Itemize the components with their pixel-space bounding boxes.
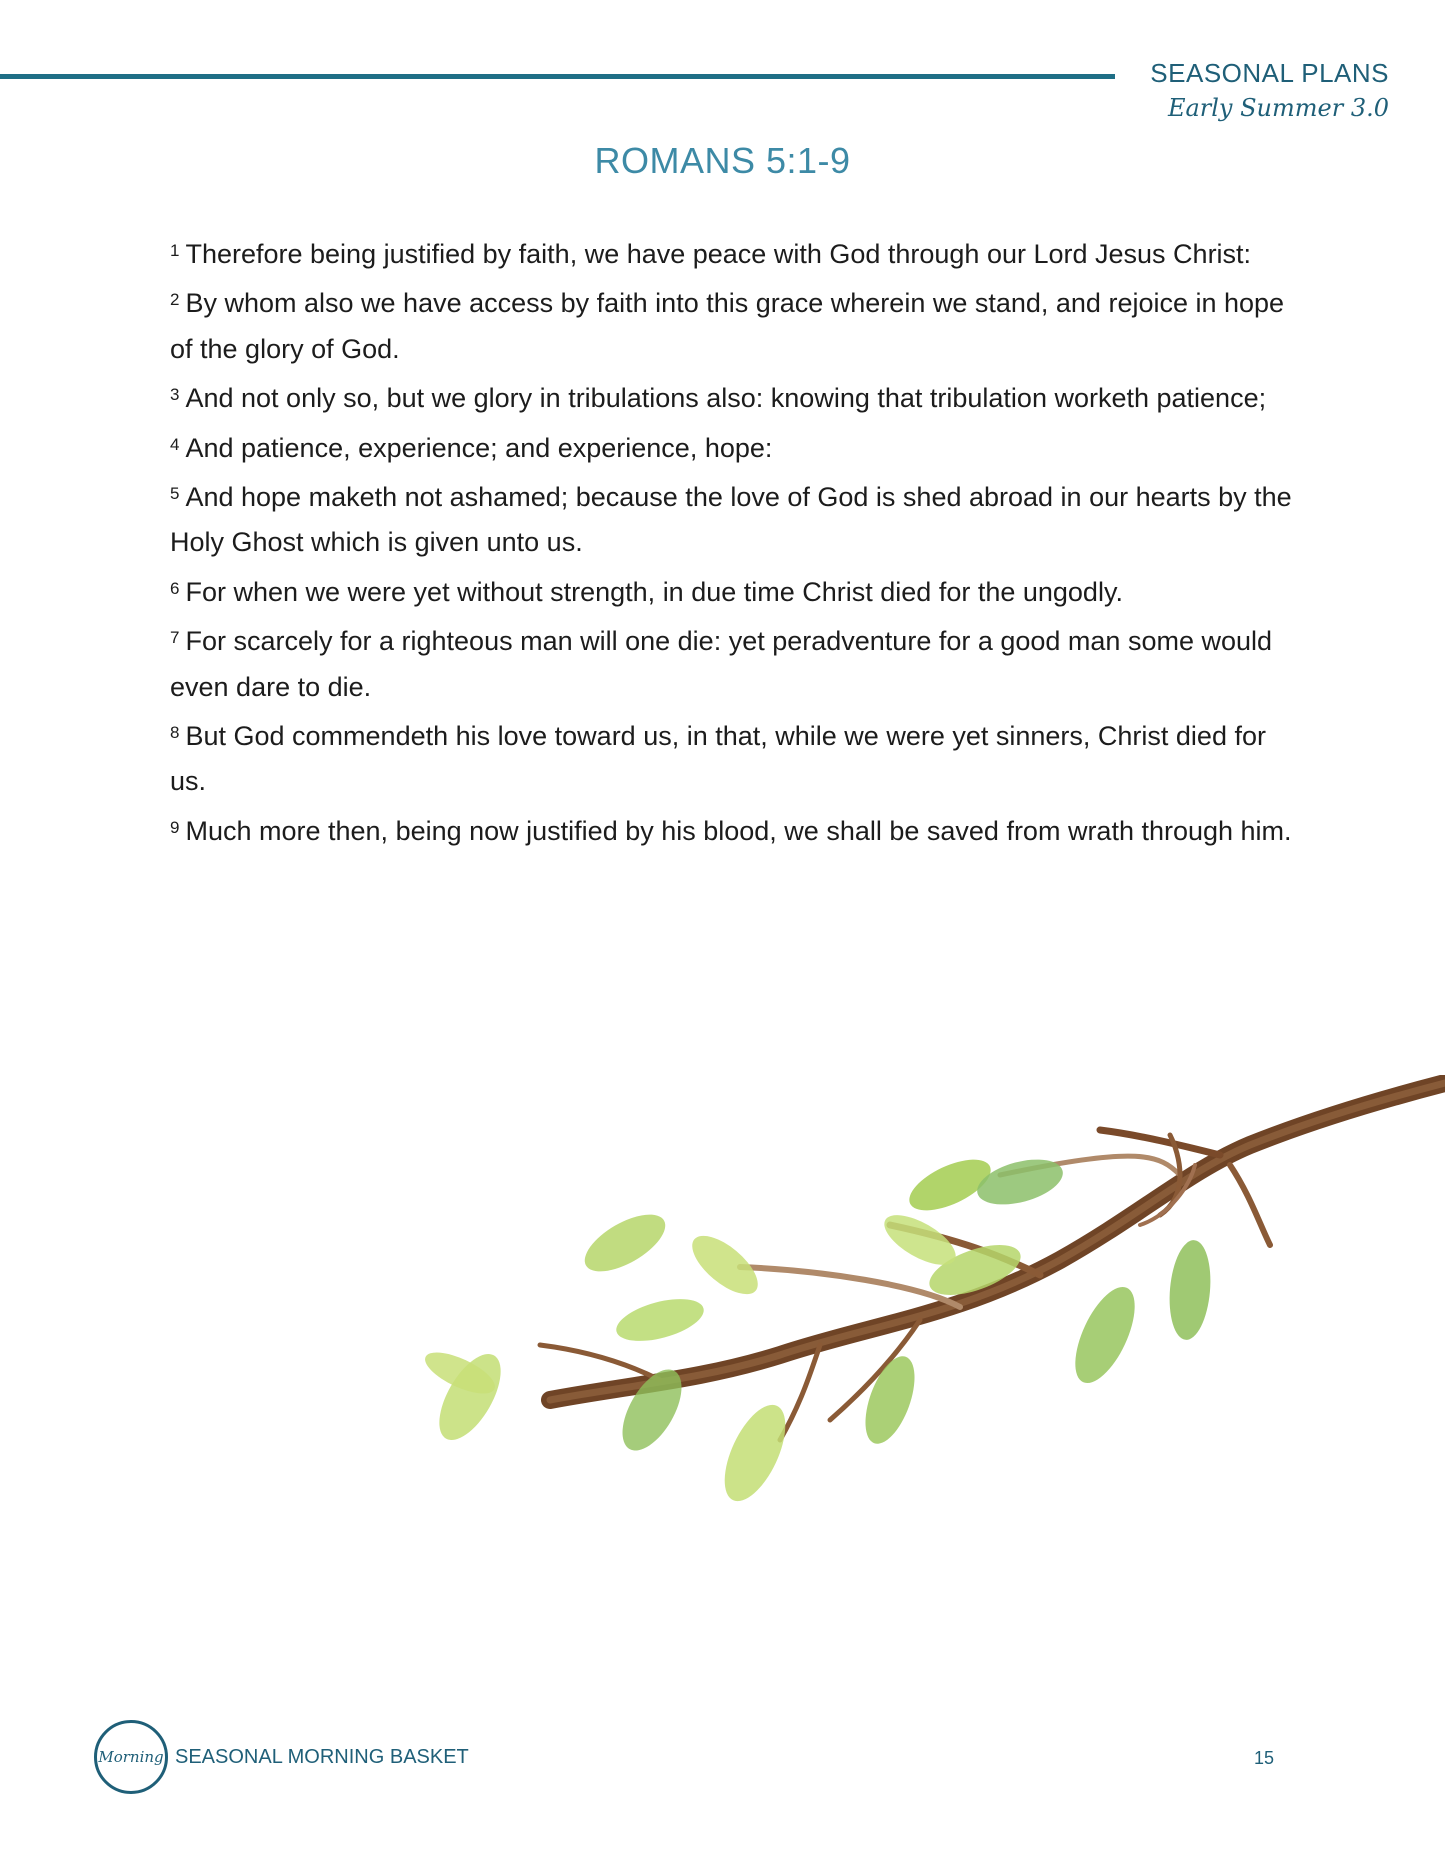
page-number: 15: [1254, 1748, 1275, 1768]
verse-text: And not only so, but we glory in tribulations also: knowing that tribulation worketh patience;: [185, 383, 1267, 414]
verse-6: [170, 566, 1300, 615]
verse-text: And hope maketh not ashamed; because the love of God is shed abroad in our hearts by the Holy Ghost which is given unto us.: [170, 482, 1292, 558]
leaf-icons: [420, 1149, 1215, 1510]
verse-5: [170, 471, 1300, 566]
header-rule: [0, 74, 1115, 79]
verse-3: [170, 372, 1300, 421]
verse-text: By whom also we have access by faith into this grace wherein we stand, and rejoice in hope of the glory of God.: [170, 288, 1285, 364]
verse-number: 9: [170, 817, 180, 837]
verse-number: 8: [170, 723, 180, 743]
verse-text: And patience, experience; and experience, hope:: [185, 432, 773, 463]
verse-8: [170, 710, 1300, 805]
verse-number: 1: [170, 241, 180, 260]
verse-number: 7: [170, 628, 180, 648]
verse-number: 6: [170, 578, 180, 598]
verse-text: But God commendeth his love toward us, in that, while we were yet sinners, Christ died for us.: [170, 721, 1266, 797]
header-title: SEASONAL PLANS: [1150, 58, 1389, 88]
scripture-passage: [170, 228, 1300, 854]
verse-number: 3: [170, 385, 180, 405]
page-title: ROMANS 5:1-9: [594, 140, 851, 181]
verse-text: Much more then, being now justified by his blood, we shall be saved from wrath through him.: [185, 815, 1292, 846]
verse-text: For when we were yet without strength, in due time Christ died for the ungodly.: [185, 576, 1123, 607]
verse-text: Therefore being justified by faith, we have peace with God through our Lord Jesus Christ:: [185, 239, 1252, 269]
footer-brand: SEASONAL MORNING BASKET: [175, 1746, 469, 1768]
verse-text: For scarcely for a righteous man will one die: yet peradventure for a good man some would even dare to die.: [170, 626, 1273, 702]
verse-2: [170, 277, 1300, 372]
verse-number: 2: [170, 290, 180, 310]
verse-7: [170, 615, 1300, 710]
leafy-branch-illustration: [400, 1075, 1445, 1555]
verse-number: 5: [170, 484, 180, 504]
verse-number: 4: [170, 434, 180, 454]
verse-1: [170, 228, 1300, 277]
header-subtitle: Early Summer 3.0: [1167, 94, 1389, 122]
brand-logo: Morning: [94, 1720, 168, 1794]
verse-4: [170, 422, 1300, 471]
verse-9: [170, 805, 1300, 854]
